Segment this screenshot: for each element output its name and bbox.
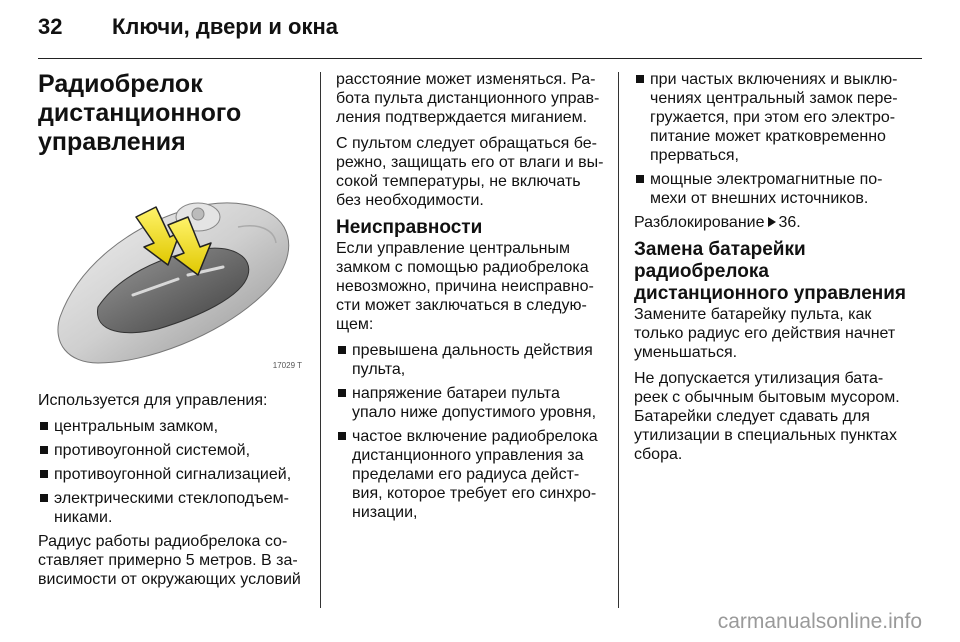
faults-paragraph: Если управление центральным замком с помощью радиобрелока невозможно, причина неисправно- сти может заключаться в следую- щем: <box>336 240 594 333</box>
list-item: противоугонной сигнализацией, <box>38 465 310 484</box>
list-item: частое включение радиобрелока дистанционного управления за пределами его радиуса дейст- вия, которое требует его синхро- низации, <box>336 427 608 522</box>
chapter-title: Ключи, двери и окна <box>112 14 338 39</box>
usage-list <box>38 417 310 527</box>
bullet-icon <box>636 175 644 183</box>
list-item: центральным замком, <box>38 417 310 436</box>
list-item: электрическими стеклоподъем- никами. <box>38 489 310 527</box>
list-item: превышена дальность действия пульта, <box>336 341 608 379</box>
bullet-icon <box>40 422 48 430</box>
bullet-icon <box>338 389 346 397</box>
faults-heading: Неисправности <box>336 217 483 238</box>
unlock-page-ref[interactable]: 36. <box>778 214 801 231</box>
figure-code: 17029 T <box>272 361 302 370</box>
header-rule <box>38 58 922 59</box>
section-title: Радиобрелок дистанционного управления <box>38 70 242 156</box>
watermark: carmanualsonline.info <box>717 610 922 633</box>
bullet-icon <box>636 75 644 83</box>
list-item: при частых включениях и выклю- чениях центральный замок пере- гружается, при этом его электро- питание может кратковременно прерваться, <box>634 70 922 165</box>
list-item: напряжение батареи пульта упало ниже допустимого уровня, <box>336 384 608 422</box>
bullet-icon <box>40 446 48 454</box>
range-paragraph: Радиус работы радиобрелока со- ставляет примерно 5 метров. В за- висимости от окружающих условий <box>38 533 301 588</box>
remote-key-illustration <box>38 167 306 377</box>
remote-key-image <box>38 167 306 377</box>
page-header <box>38 14 338 44</box>
battery-paragraph-1: Замените батарейку пульта, как только радиус его действия начнет уменьшаться. <box>634 306 896 361</box>
faults-list-continued <box>634 70 922 208</box>
bullet-icon <box>338 346 346 354</box>
unlock-link-text[interactable]: Разблокирование <box>634 214 765 231</box>
intro-text: Используется для управления: <box>38 392 268 409</box>
column-divider <box>320 72 321 608</box>
battery-paragraph-2: Не допускается утилизация бата- реек с обычным бытовым мусором. Батарейки следует сдавать для утилизации в специальных пунктах сбора. <box>634 370 900 463</box>
column-3 <box>634 70 922 471</box>
triangle-right-icon <box>768 217 776 227</box>
column-divider <box>618 72 619 608</box>
bullet-icon <box>338 432 346 440</box>
bullet-icon <box>40 494 48 502</box>
page-number: 32 <box>38 14 63 39</box>
care-paragraph: С пультом следует обращаться бе- режно, защищать его от влаги и вы- сокой температуры, не включать без необходимости. <box>336 135 604 209</box>
range-paragraph-continued: расстояние может изменяться. Ра- бота пульта дистанционного управ- ления подтверждается миганием. <box>336 71 600 126</box>
column-2 <box>336 70 608 527</box>
faults-list <box>336 341 608 522</box>
bullet-icon <box>40 470 48 478</box>
column-1 <box>38 70 310 596</box>
unlock-reference <box>634 213 922 232</box>
list-item: мощные электромагнитные по- мехи от внешних источников. <box>634 170 922 208</box>
list-item: противоугонной системой, <box>38 441 310 460</box>
battery-heading: Замена батарейки радиобрелока дистанционного управления <box>634 239 907 304</box>
